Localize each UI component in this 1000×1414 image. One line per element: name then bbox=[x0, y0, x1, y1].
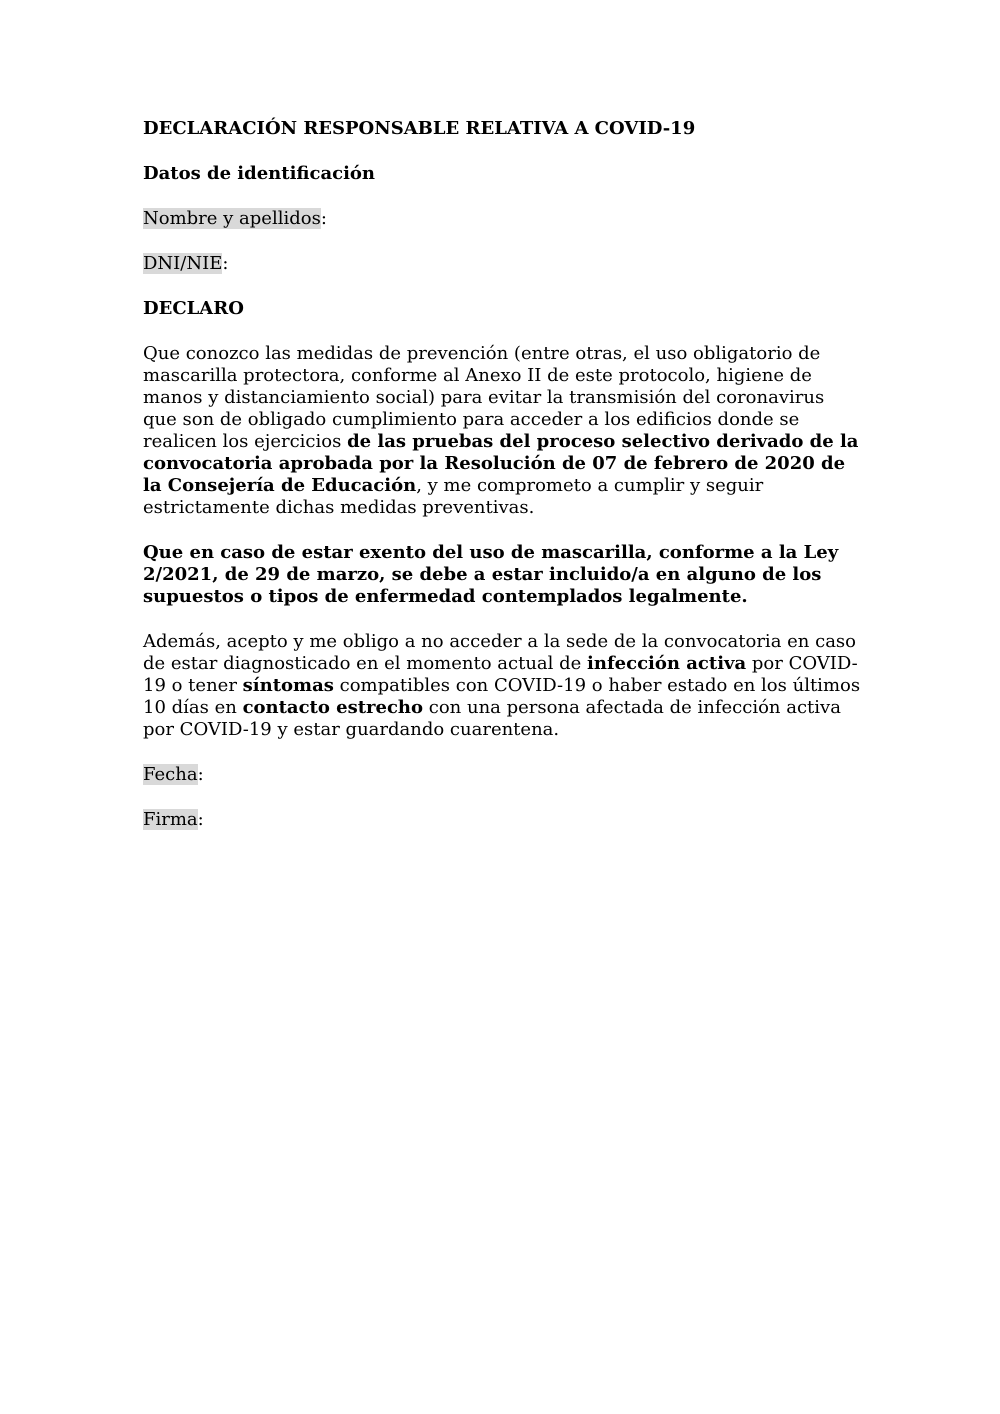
document-title: DECLARACIÓN RESPONSABLE RELATIVA A COVID-19 bbox=[143, 118, 696, 139]
id-field bbox=[143, 253, 863, 275]
paragraph-acceptance-bold-2: síntomas bbox=[242, 675, 334, 696]
paragraph-acceptance-text-1: Además, acepto y me obligo a no acceder a la sede de la convocatoria en caso de estar diagnosticado en el momento actual de bbox=[143, 631, 856, 674]
name-field-colon: : bbox=[320, 208, 327, 229]
date-field-colon: : bbox=[197, 764, 204, 785]
paragraph-acceptance bbox=[143, 631, 863, 741]
paragraph-acceptance-text-4: con una persona afectada de infección activa por COVID-19 y estar guardando cuarentena. bbox=[143, 697, 841, 740]
id-field-colon: : bbox=[222, 253, 229, 274]
paragraph-prevention-bold: de las pruebas del proceso selectivo derivado de la convocatoria aprobada por la Resolución de 07 de febrero de 2020 de la Consejería de Educación bbox=[143, 431, 859, 496]
signature-field-label[interactable]: Firma bbox=[143, 809, 198, 830]
paragraph-prevention bbox=[143, 343, 863, 519]
declaro-heading: DECLARO bbox=[143, 298, 244, 319]
paragraph-prevention-text-1: Que conozco las medidas de prevención (entre otras, el uso obligatorio de mascarilla protectora, conforme al Anexo II de este protocolo, higiene de manos y distanciamiento social) para evitar la transmisión del coronavirus que son de obligado cumplimiento para acceder a los edificios donde se realicen los ejercicios bbox=[143, 343, 825, 452]
paragraph-mask-exemption: Que en caso de estar exento del uso de mascarilla, conforme a la Ley 2/2021, de 29 de marzo, se debe a estar incluido/a en alguno de los supuestos o tipos de enfermedad contemplados legalmente. bbox=[143, 542, 839, 607]
date-field-label[interactable]: Fecha bbox=[143, 764, 198, 785]
signature-field-colon: : bbox=[197, 809, 204, 830]
paragraph-acceptance-text-2: por COVID-19 o tener bbox=[143, 653, 858, 696]
paragraph-acceptance-bold-3: contacto estrecho bbox=[242, 697, 424, 718]
signature-field bbox=[143, 809, 863, 831]
paragraph-acceptance-bold-1: infección activa bbox=[587, 653, 747, 674]
section-heading-identification: Datos de identificación bbox=[143, 163, 376, 184]
name-field bbox=[143, 208, 863, 230]
date-field bbox=[143, 764, 863, 786]
document-page bbox=[143, 118, 863, 854]
id-field-label[interactable]: DNI/NIE bbox=[143, 253, 223, 274]
paragraph-acceptance-text-3: compatibles con COVID-19 o haber estado en los últimos 10 días en bbox=[143, 675, 861, 718]
paragraph-prevention-text-2: , y me comprometo a cumplir y seguir estrictamente dichas medidas preventivas. bbox=[143, 475, 764, 518]
name-field-label[interactable]: Nombre y apellidos bbox=[143, 208, 321, 229]
